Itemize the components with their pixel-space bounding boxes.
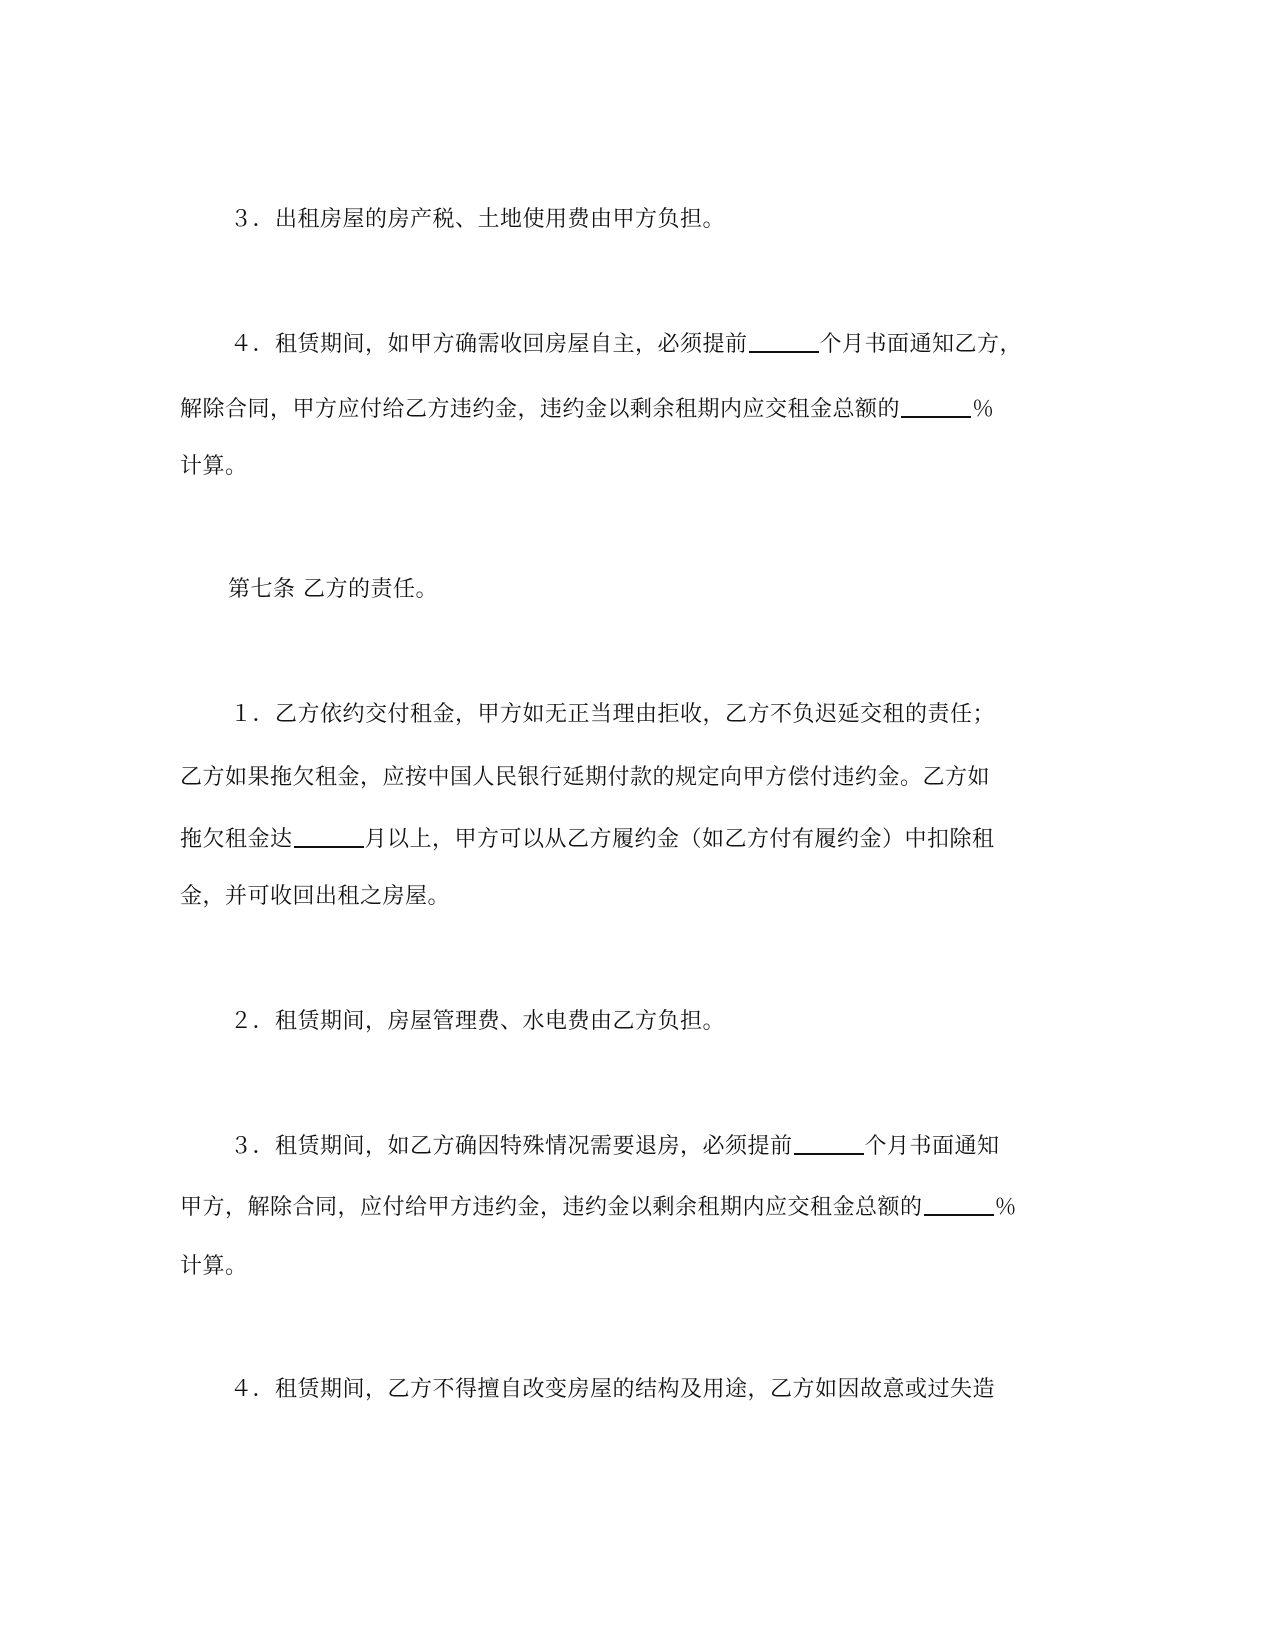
clause-line [230, 1129, 1000, 1162]
clause-text [230, 205, 725, 235]
clause-line [180, 763, 990, 793]
clause-text: ４．租赁期间，如甲方确需收回房屋自主，必须提前 [230, 332, 748, 357]
clause-text: 计算。 [180, 454, 248, 479]
clause-text: 拖欠租金达 [180, 827, 293, 852]
clause-text: 计算。 [180, 1254, 248, 1279]
clause-text: 金，并可收回出租之房屋。 [180, 884, 451, 909]
clause-text: ％ [994, 1195, 1018, 1220]
clause-text: ４．租赁期间，乙方不得擅自改变房屋的结构及用途，乙方如因故意或过失造 [230, 1377, 996, 1402]
clause-text: 甲方，解除合同，应付给甲方违约金，违约金以剩余租期内应交租金总额的 [180, 1195, 923, 1220]
clause-text: 乙方如果拖欠租金，应按中国人民银行延期付款的规定向甲方偿付违约金。乙方如 [180, 765, 991, 790]
clause-line [180, 1252, 248, 1282]
article-heading [228, 575, 438, 605]
clause-line [180, 452, 248, 482]
clause-line [230, 1007, 725, 1037]
fill-in-blank[interactable] [924, 1192, 994, 1216]
clause-text: １．乙方依约交付租金，甲方如无正当理由拒收，乙方不负迟延交租的责任； [230, 702, 996, 727]
fill-in-blank[interactable] [794, 1131, 864, 1155]
clause-line: ３．出租房屋的房产税、土地使用费由甲方负担。 [230, 207, 726, 232]
fill-in-blank[interactable] [749, 329, 819, 353]
heading-text: 第七条 乙方的责任。 [228, 577, 438, 602]
fill-in-blank[interactable] [294, 824, 364, 848]
clause-line [180, 822, 995, 855]
clause-line [230, 1375, 995, 1405]
clause-line [180, 882, 450, 912]
clause-text: 月以上，甲方可以从乙方履约金（如乙方付有履约金）中扣除租 [364, 827, 995, 852]
clause-line [180, 392, 995, 425]
clause-text: ３．租赁期间，如乙方确因特殊情况需要退房，必须提前 [230, 1134, 793, 1159]
clause-line [230, 327, 1022, 360]
clause-text: 个月书面通知乙方， [819, 332, 1023, 357]
clause-text: 个月书面通知 [864, 1134, 1000, 1159]
clause-text: 解除合同，甲方应付给乙方违约金，违约金以剩余租期内应交租金总额的 [180, 397, 901, 422]
fill-in-blank[interactable] [901, 394, 971, 418]
clause-text: ％ [972, 397, 995, 422]
clause-text: ２．租赁期间，房屋管理费、水电费由乙方负担。 [230, 1009, 726, 1034]
clause-line [180, 1190, 1017, 1223]
clause-line [230, 700, 995, 730]
